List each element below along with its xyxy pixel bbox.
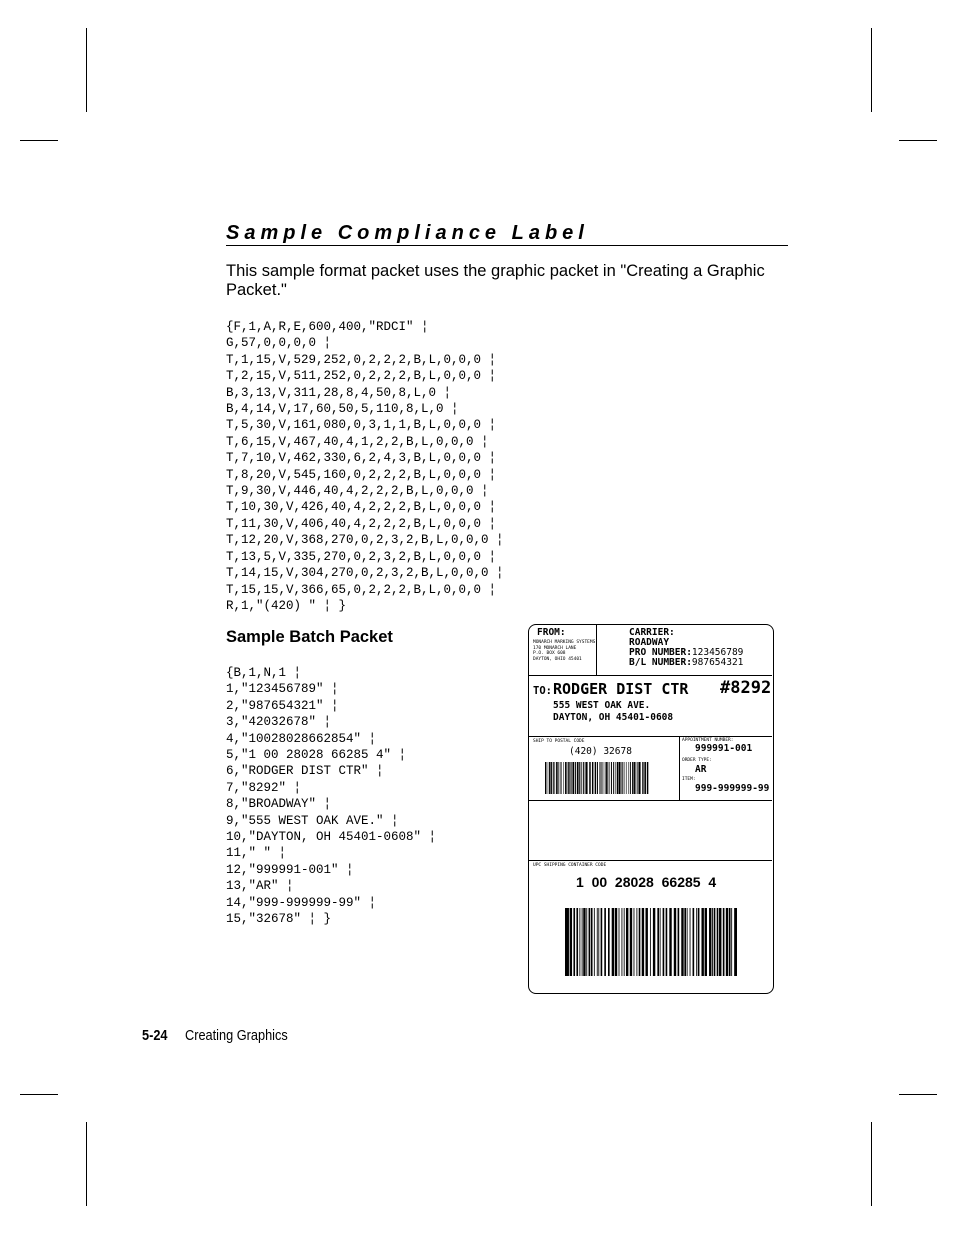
barcode-bar bbox=[592, 762, 593, 794]
barcode-bar bbox=[630, 908, 632, 976]
barcode-bar bbox=[615, 908, 617, 976]
barcode-bar bbox=[585, 762, 586, 794]
barcode-bar bbox=[607, 762, 608, 794]
barcode-bar bbox=[634, 908, 635, 976]
bl-number-label: B/L NUMBER: bbox=[629, 657, 692, 668]
label-divider bbox=[529, 736, 772, 737]
batch-packet-code: {B,1,N,1 ¦ 1,"123456789" ¦ 2,"987654321" ¦ 3,"42032678" ¦ 4,"10028028662854" ¦ 5,"1 00 28028 66285 4" ¦ 6,"RODGER DIST CTR" ¦ 7,"8292" ¦ 8,"BROADWAY" ¦ 9,"555 WEST OAK AVE." ¦ 10,"DAYTON, OH 45401-0608" ¦ 11," " ¦ 12,"999991-001" ¦ 13,"AR" ¦ 14,"999-999999-99" ¦ 15,"32678" ¦ } bbox=[226, 666, 437, 927]
barcode-bar bbox=[719, 908, 721, 976]
barcode-bar bbox=[642, 762, 643, 794]
carrier-name: ROADWAY bbox=[629, 637, 670, 648]
barcode-bar bbox=[729, 908, 731, 976]
from-line: DAYTON, OHIO 45401 bbox=[533, 656, 582, 662]
item-value: 999-999999-99 bbox=[695, 783, 770, 794]
barcode-bar bbox=[632, 762, 633, 794]
ucc-barcode-svg bbox=[565, 908, 737, 976]
barcode-bar bbox=[571, 762, 572, 794]
barcode-bar bbox=[637, 762, 638, 794]
barcode-bar bbox=[621, 762, 622, 794]
to-city: DAYTON, OH 45401-0608 bbox=[553, 712, 674, 723]
barcode-bar bbox=[553, 762, 554, 794]
barcode-bar bbox=[598, 908, 599, 976]
barcode-bar bbox=[639, 908, 641, 976]
postal-barcode bbox=[545, 762, 649, 794]
barcode-bar bbox=[586, 908, 587, 976]
barcode-bar bbox=[625, 762, 626, 794]
barcode-bar bbox=[660, 908, 661, 976]
barcode-bar bbox=[622, 908, 623, 976]
from-heading: FROM: bbox=[537, 627, 566, 638]
pro-number-label: PRO NUMBER: bbox=[629, 647, 692, 658]
barcode-bar bbox=[693, 908, 695, 976]
barcode-bar bbox=[548, 762, 549, 794]
order-type-value: AR bbox=[695, 764, 707, 775]
barcode-bar bbox=[644, 762, 645, 794]
barcode-bar bbox=[573, 908, 575, 976]
item-heading: ITEM: bbox=[682, 777, 696, 782]
barcode-bar bbox=[705, 908, 707, 976]
barcode-bar bbox=[647, 762, 648, 794]
barcode-bar bbox=[636, 908, 637, 976]
barcode-bar bbox=[701, 908, 703, 976]
barcode-bar bbox=[714, 908, 716, 976]
compliance-label bbox=[528, 624, 774, 994]
barcode-bar bbox=[650, 908, 651, 976]
crop-mark bbox=[871, 28, 872, 112]
barcode-bar bbox=[545, 762, 546, 794]
barcode-bar bbox=[587, 762, 588, 794]
barcode-bar bbox=[624, 908, 625, 976]
to-address: 555 WEST OAK AVE. bbox=[553, 700, 651, 711]
label-divider bbox=[679, 736, 680, 800]
crop-mark bbox=[871, 1122, 872, 1206]
barcode-bar bbox=[726, 908, 728, 976]
barcode-bar bbox=[619, 908, 620, 976]
barcode-bar bbox=[642, 908, 644, 976]
barcode-bar bbox=[595, 762, 596, 794]
postal-value: (420) 32678 bbox=[569, 746, 632, 757]
barcode-bar bbox=[579, 762, 580, 794]
crop-mark bbox=[86, 28, 87, 112]
barcode-bar bbox=[568, 762, 569, 794]
barcode-bar bbox=[653, 908, 655, 976]
crop-mark bbox=[899, 1094, 937, 1095]
barcode-bar bbox=[560, 762, 561, 794]
from-line: 170 MONARCH LANE bbox=[533, 645, 577, 651]
barcode-bar bbox=[591, 908, 593, 976]
to-label: TO: bbox=[533, 685, 552, 697]
barcode-bar bbox=[645, 908, 647, 976]
barcode-bar bbox=[581, 762, 582, 794]
ucc-heading: UPC SHIPPING CONTAINER CODE bbox=[533, 863, 607, 868]
postal-heading: SHIP TO POSTAL CODE bbox=[533, 739, 585, 744]
barcode-bar bbox=[645, 762, 646, 794]
barcode-bar bbox=[696, 908, 697, 976]
label-divider bbox=[529, 860, 772, 861]
to-name: RODGER DIST CTR bbox=[553, 680, 689, 698]
ucc-value: 1 00 28028 66285 4 bbox=[576, 874, 717, 890]
barcode-bar bbox=[561, 762, 562, 794]
barcode-bar bbox=[666, 908, 668, 976]
barcode-bar bbox=[597, 908, 598, 976]
barcode-bar bbox=[570, 908, 572, 976]
from-line: MONARCH MARKING SYSTEMS bbox=[533, 640, 596, 645]
pro-number-value: 123456789 bbox=[691, 647, 744, 658]
barcode-bar bbox=[583, 762, 584, 794]
barcode-bar bbox=[554, 762, 555, 794]
barcode-bar bbox=[604, 908, 606, 976]
section-title: Sample Compliance Label bbox=[226, 222, 589, 244]
from-line: P.O. BOX 608 bbox=[533, 651, 566, 656]
barcode-bar bbox=[582, 908, 583, 976]
barcode-bar bbox=[657, 908, 659, 976]
label-divider bbox=[596, 625, 597, 675]
postal-barcode-svg bbox=[545, 762, 649, 794]
barcode-bar bbox=[617, 762, 618, 794]
from-address bbox=[533, 640, 595, 662]
barcode-bar bbox=[608, 908, 610, 976]
barcode-bar bbox=[628, 762, 629, 794]
barcode-bar bbox=[613, 762, 614, 794]
barcode-bar bbox=[599, 762, 600, 794]
barcode-bar bbox=[601, 762, 602, 794]
barcode-bar bbox=[684, 908, 686, 976]
barcode-bar bbox=[674, 908, 676, 976]
barcode-bar bbox=[594, 908, 595, 976]
barcode-bar bbox=[723, 908, 725, 976]
barcode-bar bbox=[605, 762, 606, 794]
barcode-bar bbox=[634, 762, 635, 794]
barcode-bar bbox=[712, 908, 713, 976]
barcode-bar bbox=[635, 762, 636, 794]
barcode-bar bbox=[601, 908, 603, 976]
barcode-bar bbox=[589, 762, 590, 794]
barcode-bar bbox=[639, 762, 640, 794]
page-number: 5-24 bbox=[142, 1027, 168, 1044]
barcode-guard-bar bbox=[735, 908, 737, 976]
barcode-bar bbox=[630, 762, 631, 794]
barcode-bar bbox=[576, 908, 578, 976]
crop-mark bbox=[20, 140, 58, 141]
barcode-bar bbox=[559, 762, 560, 794]
barcode-bar bbox=[622, 762, 623, 794]
barcode-bar bbox=[557, 762, 558, 794]
barcode-bar bbox=[556, 762, 557, 794]
barcode-bar bbox=[586, 762, 587, 794]
appointment-heading: APPOINTMENT NUMBER: bbox=[682, 738, 734, 743]
carrier-heading: CARRIER: bbox=[629, 627, 675, 638]
barcode-bar bbox=[575, 762, 576, 794]
barcode-bar bbox=[626, 762, 627, 794]
barcode-bar bbox=[600, 762, 601, 794]
barcode-bar bbox=[640, 762, 641, 794]
bl-number-value: 987654321 bbox=[691, 657, 744, 668]
barcode-bar bbox=[669, 908, 671, 976]
barcode-bar bbox=[579, 908, 580, 976]
barcode-bar bbox=[549, 762, 550, 794]
barcode-bar bbox=[589, 908, 591, 976]
barcode-guard-bar bbox=[565, 908, 567, 976]
to-store: #8292 bbox=[720, 678, 772, 698]
barcode-bar bbox=[681, 908, 683, 976]
barcode-bar bbox=[609, 762, 610, 794]
barcode-bar bbox=[690, 908, 691, 976]
barcode-bar bbox=[573, 762, 574, 794]
crop-mark bbox=[20, 1094, 58, 1095]
bl-number-row bbox=[629, 658, 743, 668]
barcode-bar bbox=[626, 908, 628, 976]
barcode-bar bbox=[615, 762, 616, 794]
format-packet-code: {F,1,A,R,E,600,400,"RDCI" ¦ G,57,0,0,0,0 ¦ T,1,15,V,529,252,0,2,2,2,B,L,0,0,0 ¦ T,2,15,V,511,252,0,2,2,2,B,L,0,0,0 ¦ B,3,13,V,311,28,8,4,50,8,L,0 ¦ B,4,14,V,17,60,50,5,110,8,L,0 ¦ T,5,30,V,161,080,0,3,1,1,B,L,0,0,0 ¦ T,6,15,V,467,40,4,1,2,2,B,L,0,0,0 ¦ T,7,10,V,462,330,6,2,4,3,B,L,0,0,0 ¦ T,8,20,V,545,160,0,2,2,2,B,L,0,0,0 ¦ T,9,30,V,446,40,4,2,2,2,B,L,0,0,0 ¦ T,10,30,V,426,40,4,2,2,2,B,L,0,0,0 ¦ T,11,30,V,406,40,4,2,2,2,B,L,0,0,0 ¦ T,12,20,V,368,270,0,2,3,2,B,L,0,0,0 ¦ T,13,5,V,335,270,0,2,3,2,B,L,0,0,0 ¦ T,14,15,V,304,270,0,2,3,2,B,L,0,0,0 ¦ T,15,15,V,366,65,0,2,2,2,B,L,0,0,0 ¦ R,1,"(420) " ¦ } bbox=[226, 320, 504, 613]
barcode-bar bbox=[678, 908, 680, 976]
barcode-bar bbox=[731, 908, 732, 976]
crop-mark bbox=[86, 1122, 87, 1206]
batch-heading: Sample Batch Packet bbox=[226, 628, 393, 646]
barcode-bar bbox=[563, 762, 564, 794]
footer-section-title: Creating Graphics bbox=[185, 1027, 288, 1044]
ucc-barcode bbox=[565, 908, 737, 976]
barcode-bar bbox=[663, 908, 665, 976]
barcode-bar bbox=[698, 908, 700, 976]
intro-paragraph: This sample format packet uses the graphic packet in "Creating a Graphic Packet." bbox=[226, 262, 765, 299]
title-rule bbox=[226, 245, 788, 246]
barcode-bar bbox=[619, 762, 620, 794]
appointment-value: 999991-001 bbox=[695, 743, 753, 754]
barcode-bar bbox=[612, 908, 614, 976]
barcode-bar bbox=[638, 762, 639, 794]
barcode-bar bbox=[709, 908, 711, 976]
barcode-bar bbox=[577, 762, 578, 794]
barcode-bar bbox=[583, 908, 585, 976]
barcode-bar bbox=[566, 762, 567, 794]
barcode-bar bbox=[687, 908, 688, 976]
order-type-heading: ORDER TYPE: bbox=[682, 758, 712, 763]
barcode-bar bbox=[604, 762, 605, 794]
label-divider bbox=[529, 675, 772, 676]
barcode-bar bbox=[551, 762, 552, 794]
barcode-bar bbox=[597, 762, 598, 794]
label-divider bbox=[529, 800, 772, 801]
barcode-bar bbox=[611, 762, 612, 794]
barcode-bar bbox=[570, 762, 571, 794]
barcode-bar bbox=[565, 762, 566, 794]
barcode-bar bbox=[717, 908, 719, 976]
crop-mark bbox=[899, 140, 937, 141]
